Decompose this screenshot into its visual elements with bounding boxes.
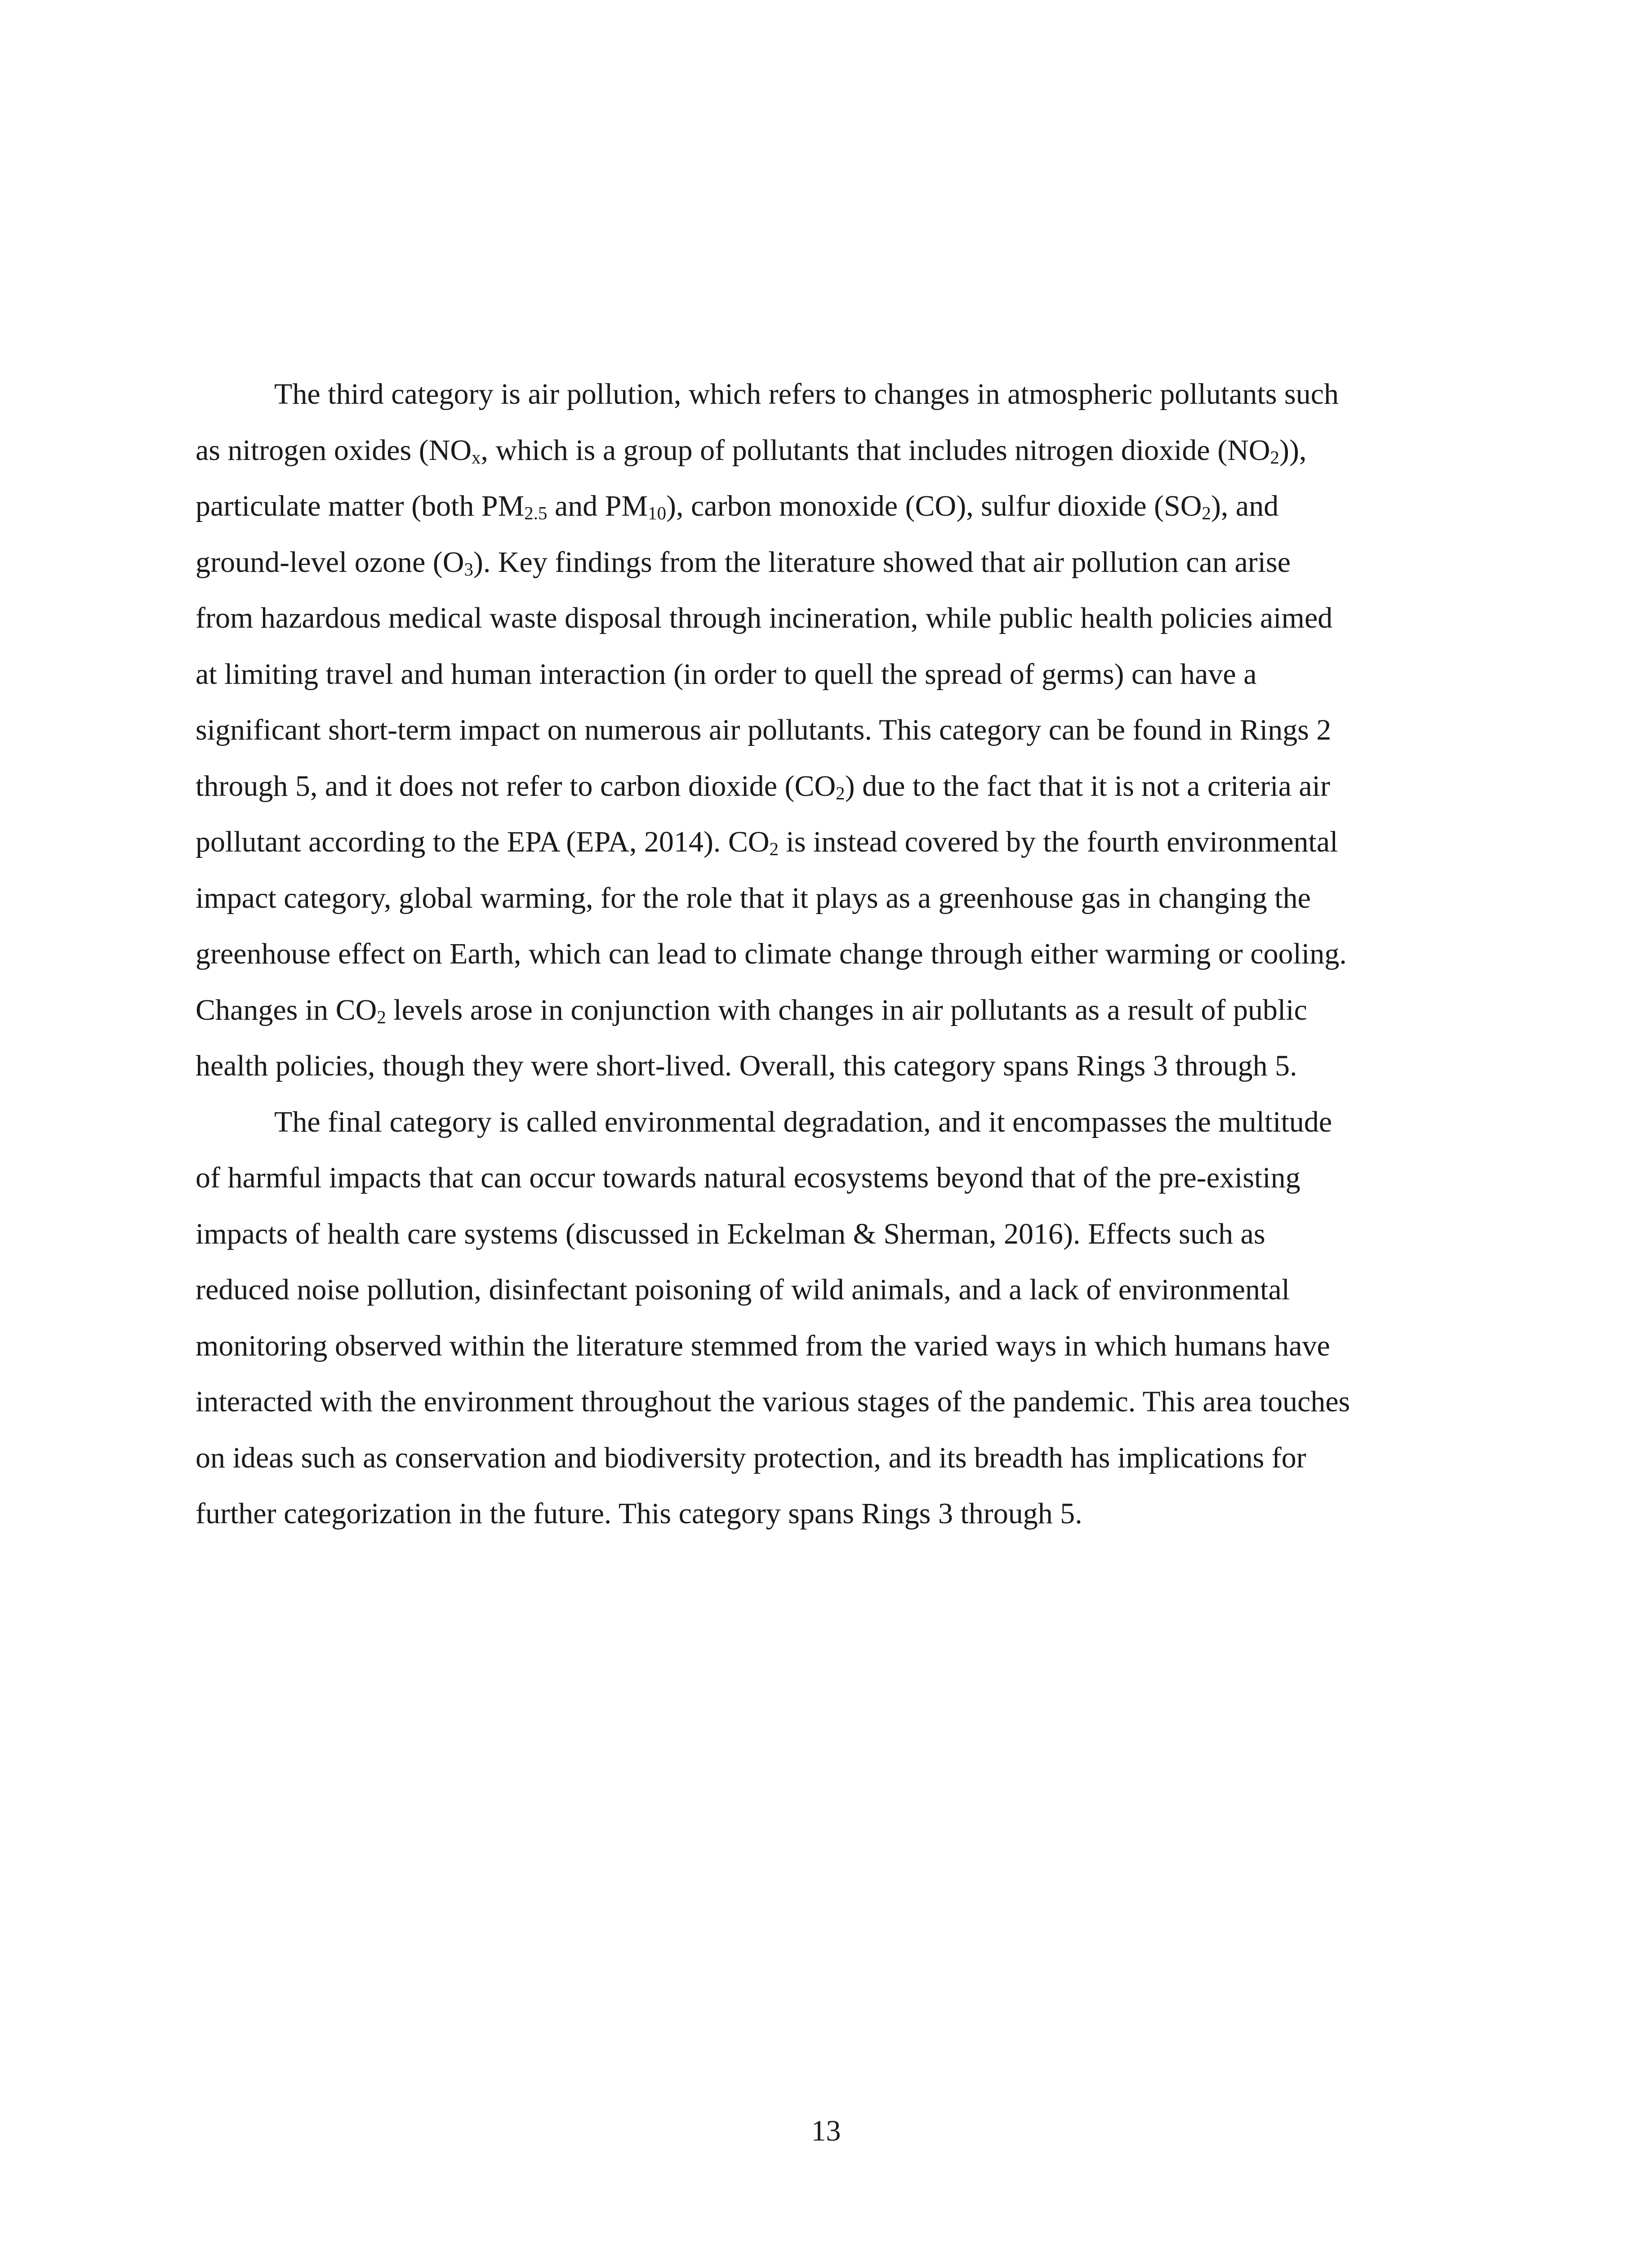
paragraph-1-line: [196, 758, 1459, 815]
text-line: from hazardous medical waste disposal through incineration, while public health policies aimed: [196, 602, 1333, 634]
paragraph-1-line: [196, 814, 1459, 870]
text-line: impact category, global warming, for the role that it plays as a greenhouse gas in changing the: [196, 881, 1311, 914]
text-line: through 5, and it does not refer to carbon dioxide $(CO_2)$ due to the fact that it is not a criteria air: [196, 769, 1331, 803]
paragraph-1-line: [196, 1038, 1459, 1094]
text-line: interacted with the environment throughout the various stages of the pandemic. This area touches: [196, 1385, 1350, 1418]
paragraph-2-line: [196, 1262, 1459, 1318]
body-text: [196, 366, 1459, 1542]
text-line: particulate matter (both $PM_{2.5}$ and $PM_{10}$), carbon monoxide (CO), sulfur dioxide $(SO_2)$, and: [196, 490, 1279, 524]
text-line: greenhouse effect on Earth, which can lead to climate change through either warming or cooling.: [196, 937, 1347, 970]
paragraph-2-line: [196, 1094, 1459, 1151]
paragraph-1-line: [196, 478, 1459, 535]
paragraph-2-line: [196, 1150, 1459, 1206]
text-line: ground-level ozone $(O_3)$. Key findings from the literature showed that air pollution can arise: [196, 545, 1291, 580]
paragraph-1-line: [196, 702, 1459, 758]
paragraph-1-line: [196, 590, 1459, 647]
text-line: health policies, though they were short-lived. Overall, this category spans Rings 3 through 5.: [196, 1049, 1297, 1082]
text-line: at limiting travel and human interaction (in order to quell the spread of germs) can have a: [196, 657, 1257, 691]
text-line: significant short-term impact on numerous air pollutants. This category can be found in Rings 2: [196, 714, 1331, 746]
paragraph-1-line: [196, 366, 1459, 423]
page-number: 13: [811, 2114, 841, 2147]
paragraph-1-line: [196, 870, 1459, 927]
paragraph-1-line: [196, 982, 1459, 1039]
text-line: further categorization in the future. This category spans Rings 3 through 5.: [196, 1497, 1082, 1530]
paragraph-2-line: [196, 1430, 1459, 1486]
paragraph-2-line: [196, 1486, 1459, 1542]
text-line: Changes in $CO_2$ levels arose in conjunction with changes in air pollutants as a result of public: [196, 993, 1307, 1027]
text-line: monitoring observed within the literature stemmed from the varied ways in which humans have: [196, 1329, 1330, 1362]
paragraph-2-line: [196, 1374, 1459, 1430]
paragraph-1-line: [196, 535, 1459, 591]
paragraph-1-line: [196, 423, 1459, 479]
paragraph-1-line: [196, 926, 1459, 982]
text-line: The third category is air pollution, which refers to changes in atmospheric pollutants such: [274, 378, 1339, 410]
text-line: as nitrogen oxides ($NO_x$, which is a group of pollutants that includes nitrogen dioxide $(NO_2)$),: [196, 433, 1307, 468]
text-line: of harmful impacts that can occur towards natural ecosystems beyond that of the pre-existing: [196, 1161, 1300, 1194]
text-line: pollutant according to the EPA (EPA, 2014). $CO_2$ is instead covered by the fourth environmental: [196, 825, 1338, 860]
text-line: The final category is called environmental degradation, and it encompasses the multitude: [274, 1105, 1332, 1138]
paragraph-1-line: [196, 647, 1459, 703]
paragraph-2-line: [196, 1318, 1459, 1374]
paragraph-2-line: [196, 1206, 1459, 1262]
text-line: reduced noise pollution, disinfectant poisoning of wild animals, and a lack of environmental: [196, 1273, 1290, 1306]
text-line: on ideas such as conservation and biodiversity protection, and its breadth has implications for: [196, 1441, 1306, 1474]
text-line: impacts of health care systems (discussed in Eckelman & Sherman, 2016). Effects such as: [196, 1217, 1265, 1250]
